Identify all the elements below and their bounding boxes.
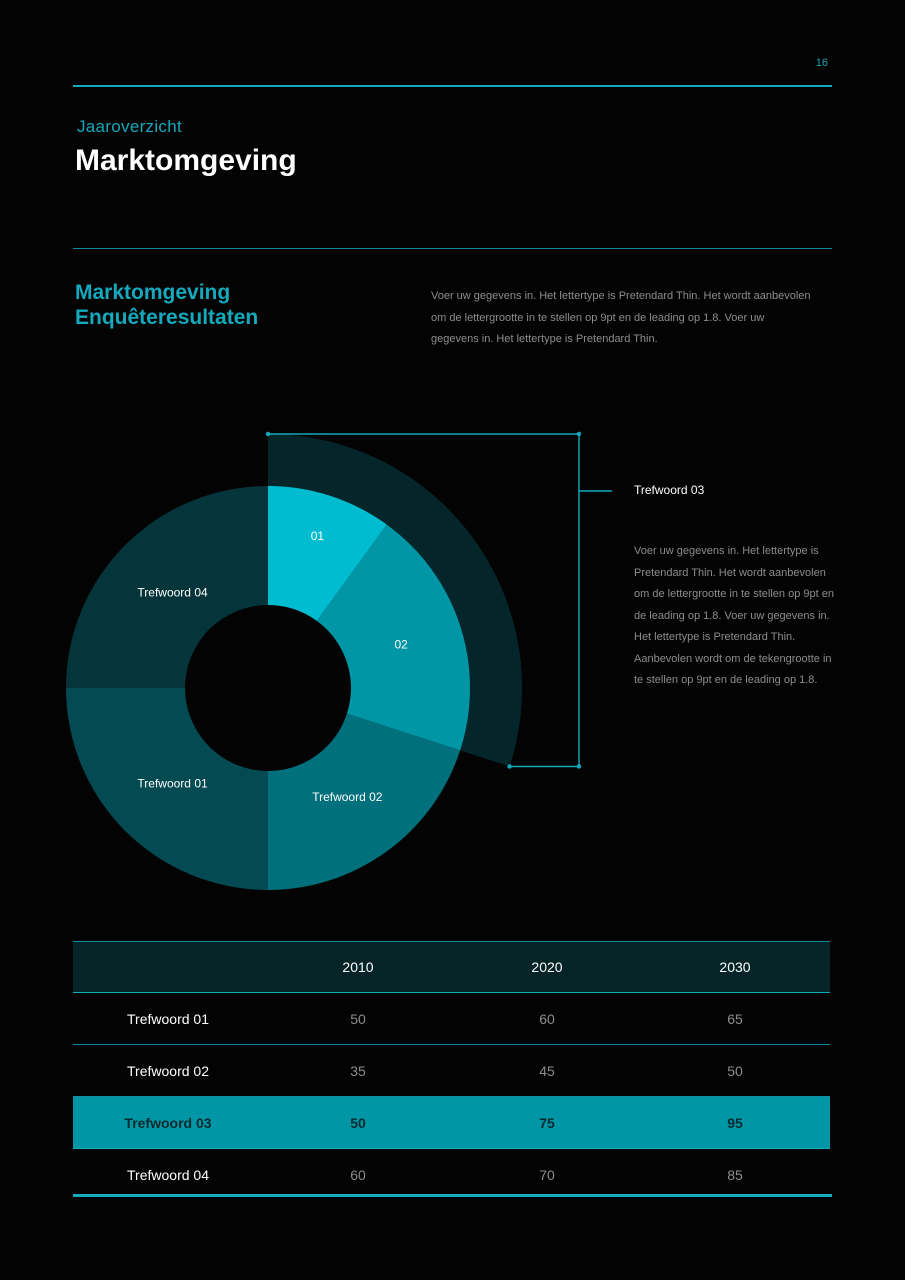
table-bottom-rule xyxy=(73,1194,832,1197)
breakdown-label: 02 xyxy=(394,637,408,652)
table-row xyxy=(73,993,830,1045)
table-cell: 85 xyxy=(727,1166,743,1183)
bracket-dot xyxy=(266,432,270,436)
section-label: Jaaroverzicht xyxy=(77,117,182,136)
table-row xyxy=(73,1149,830,1200)
page-number: 16 xyxy=(815,57,828,69)
bracket-dot xyxy=(507,764,511,768)
breakdown-label: 01 xyxy=(310,528,325,543)
table-cell: 60 xyxy=(350,1166,366,1183)
table-cell: 45 xyxy=(539,1062,555,1079)
slice-label: Trefwoord 02 xyxy=(312,790,383,805)
table-cell: 70 xyxy=(539,1166,555,1183)
bracket-dot xyxy=(577,432,581,436)
table-cell: 65 xyxy=(727,1010,743,1027)
table-cell: 60 xyxy=(539,1010,555,1027)
intro-paragraph: Voer uw gegevens in. Het lettertype is Pretendard Thin. Het wordt aanbevolen om de lettergrootte in te stellen op 9pt en de leading op 1.8. Voer uw gegevens in. Het lettertype is Pretendard Thin. xyxy=(431,290,811,345)
table-cell: 35 xyxy=(350,1062,366,1079)
table-cell: 50 xyxy=(350,1114,366,1131)
table-cell: 50 xyxy=(727,1062,743,1079)
table-header-row xyxy=(73,941,830,993)
table-row xyxy=(73,1045,830,1097)
table-row-highlighted xyxy=(73,1097,830,1149)
table-cell: 95 xyxy=(727,1114,743,1131)
row-label: Trefwoord 04 xyxy=(127,1166,209,1183)
row-label: Trefwoord 03 xyxy=(124,1114,212,1131)
subtitle-line-2: Enquêteresultaten xyxy=(75,306,259,329)
bracket-dot xyxy=(577,764,581,768)
callout-label: Trefwoord 03 xyxy=(634,483,705,497)
row-label: Trefwoord 01 xyxy=(127,1010,209,1027)
table-cell: 50 xyxy=(350,1010,366,1027)
table-header-cell: 2010 xyxy=(342,959,374,975)
table-header-cell: 2030 xyxy=(719,959,751,975)
page-title: Marktomgeving xyxy=(75,144,297,177)
table-header-cell: 2020 xyxy=(531,959,563,975)
subtitle-line-1: Marktomgeving xyxy=(75,281,231,304)
table-cell: 75 xyxy=(539,1114,555,1131)
row-label: Trefwoord 02 xyxy=(127,1062,209,1079)
callout-paragraph: Voer uw gegevens in. Het lettertype is Pretendard Thin. Het wordt aanbevolen om de lettergrootte in te stellen op 9pt en de leading op 1.8. Voer uw gegevens in. Het lettertype is Pretendard Thin. Aanbevolen wordt om de tekengrootte in te stellen op 9pt en de leading op 1.8. xyxy=(634,545,834,686)
slice-label: Trefwoord 01 xyxy=(137,776,208,791)
slice-label: Trefwoord 04 xyxy=(137,585,208,600)
data-table xyxy=(73,941,830,1200)
